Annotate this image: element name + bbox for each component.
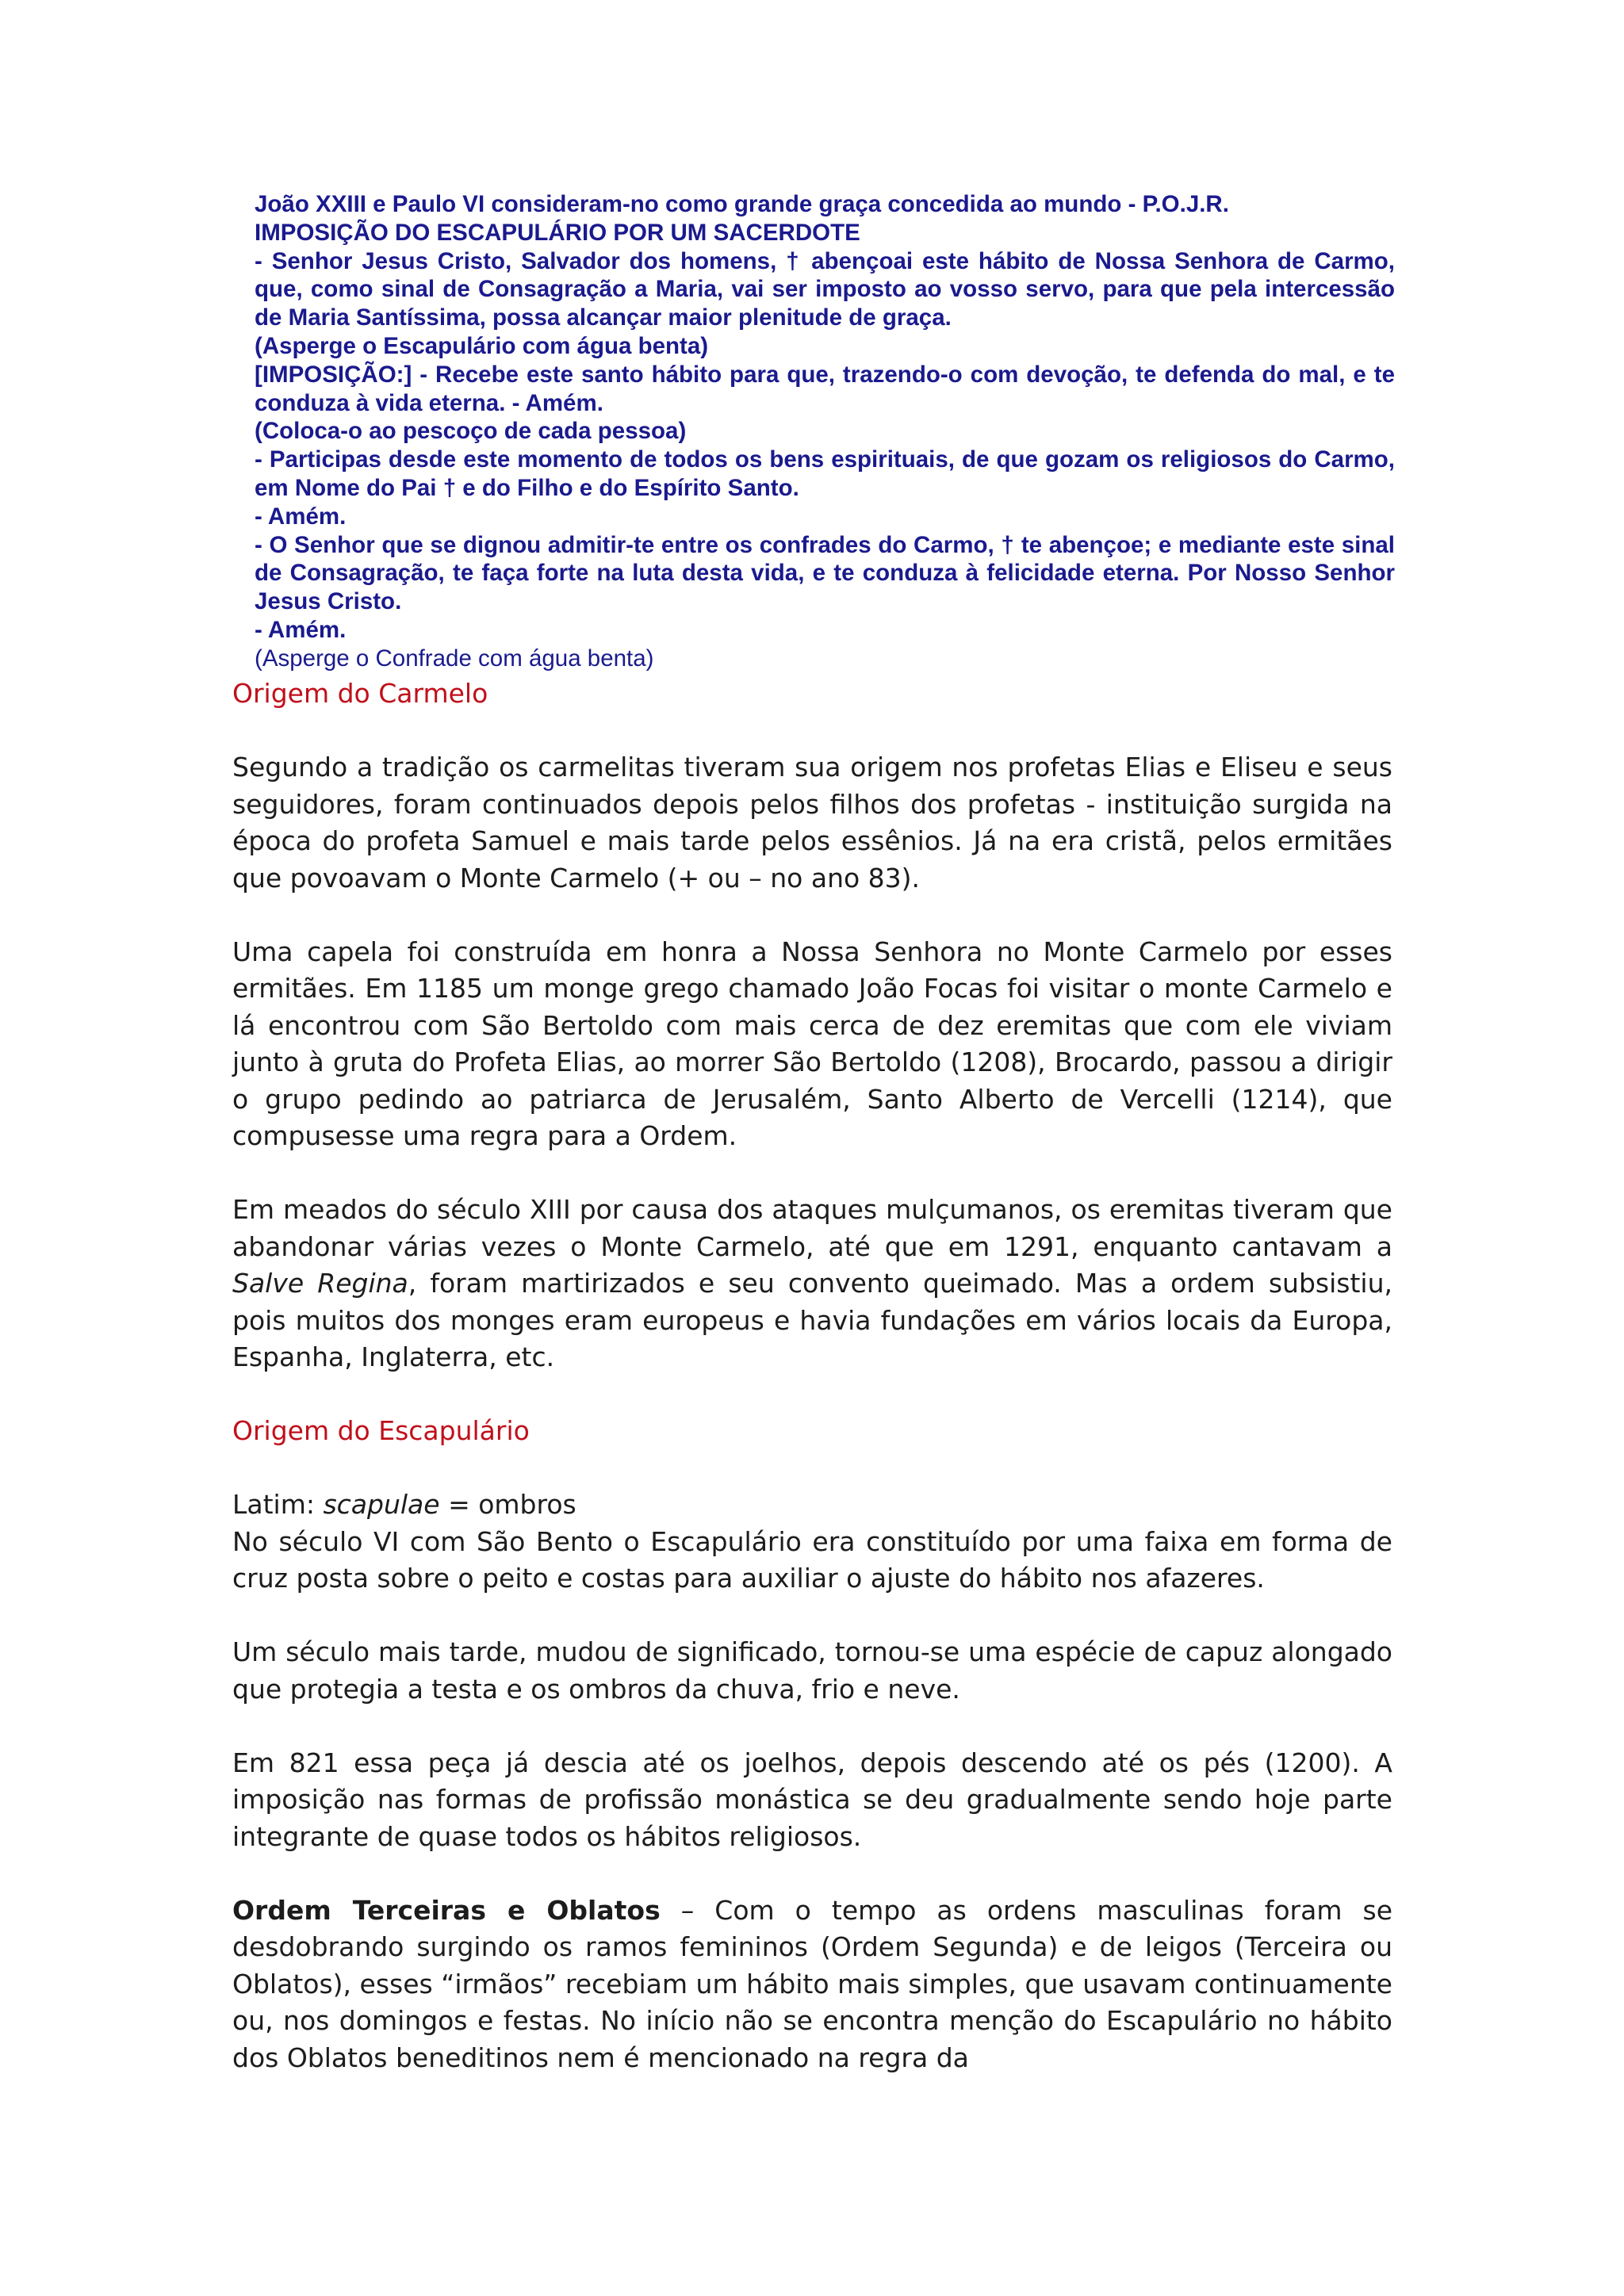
bold-lead-term: Ordem Terceiras e Oblatos — [232, 1894, 661, 1926]
italic-term: Salve Regina — [232, 1268, 408, 1299]
rite-amen: - Amém. — [255, 616, 347, 643]
paragraph: Em 821 essa peça já descia até os joelhos, depois descendo até os pés (1200). A imposição nas formas de profissão monástica se deu gradualmente sendo hoje parte integrante de quase todos os hábitos religiosos. — [232, 1747, 1392, 1852]
latin-definition: Latim: scapulae = ombros — [232, 1489, 576, 1520]
rite-title: IMPOSIÇÃO DO ESCAPULÁRIO POR UM SACERDOTE — [255, 219, 860, 246]
rite-prayer-final: - O Senhor que se dignou admitir-te entre os confrades do Carmo, † te abençoe; e mediante este sinal de Consagração, te faça forte na luta desta vida, e te conduza à felicidade eterna. Por Nosso Senhor Jesus Cristo. — [255, 531, 1395, 615]
section-heading-origem-carmelo: Origem do Carmelo — [232, 678, 488, 709]
section-heading-origem-escapulario: Origem do Escapulário — [232, 1415, 530, 1446]
rite-amen: - Amém. — [255, 503, 347, 530]
paragraph: No século VI com São Bento o Escapulário era constituído por uma faixa em forma de cruz posta sobre o peito e costas para auxiliar o ajuste do hábito nos afazeres. — [232, 1525, 1392, 1594]
rite-rubric-sprinkle: (Asperge o Escapulário com água benta) — [255, 332, 709, 359]
latin-term: scapulae — [323, 1489, 440, 1520]
rite-prayer-blessing: - Senhor Jesus Cristo, Salvador dos homens, † abençoai este hábito de Nossa Senhora de Carmo, que, como sinal de Consagração a Maria, vai ser imposto ao vosso servo, para que pela intercessão de Maria Santíssima, possa alcançar maior plenitude de graça. — [255, 247, 1395, 331]
rite-prayer-participation: - Participas desde este momento de todos os bens espirituais, de que gozam os religiosos do Carmo, em Nome do Pai † e do Filho e do Espírito Santo. — [255, 446, 1395, 501]
paragraph: Em meados do século XIII por causa dos ataques mulçumanos, os eremitas tiveram que abandonar várias vezes o Monte Carmelo, até que em 1291, enquanto cantavam a Salve Regina, foram martirizados e seu convento queimado. Mas a ordem subsistiu, pois muitos dos monges eram europeus e havia fundações em vários locais da Europa, Espanha, Inglaterra, etc. — [232, 1194, 1392, 1372]
paragraph: Uma capela foi construída em honra a Nossa Senhora no Monte Carmelo por esses ermitães. Em 1185 um monge grego chamado João Focas foi visitar o monte Carmelo e lá encontrou com São Bertoldo com mais cerca de dez eremitas que com ele viviam junto à gruta do Profeta Elias, ao morrer São Bertoldo (1208), Brocardo, passou a dirigir o grupo pedindo ao patriarca de Jerusalém, Santo Alberto de Vercelli (1214), que compusesse uma regra para a Ordem. — [232, 936, 1392, 1151]
rite-intro-line: João XXIII e Paulo VI consideram-no como grande graça concedida ao mundo - P.O.J.R. — [255, 191, 1229, 217]
paragraph: Um século mais tarde, mudou de significado, tornou-se uma espécie de capuz alongado que protegia a testa e os ombros da chuva, frio e neve. — [232, 1636, 1392, 1705]
scapular-rite-block — [255, 190, 1395, 673]
paragraph: Segundo a tradição os carmelitas tiveram sua origem nos profetas Elias e Eliseu e seus seguidores, foram continuados depois pelos filhos dos profetas - instituição surgida na época do profeta Samuel e mais tarde pelos essênios. Já na era cristã, pelos ermitães que povoavam o Monte Carmelo (+ ou – no ano 83). — [232, 752, 1392, 894]
rite-rubric-neck: (Coloca-o ao pescoço de cada pessoa) — [255, 418, 687, 445]
main-text — [232, 675, 1392, 2114]
rite-rubric-confrade: (Asperge o Confrade com água benta) — [255, 645, 654, 672]
paragraph: Ordem Terceiras e Oblatos – Com o tempo as ordens masculinas foram se desdobrando surgindo os ramos femininos (Ordem Segunda) e de leigos (Terceira ou Oblatos), esses “irmãos” recebiam um hábito mais simples, que usavam continuamente ou, nos domingos e festas. No início não se encontra menção do Escapulário no hábito dos Oblatos beneditinos nem é mencionado na regra da — [232, 1894, 1392, 2073]
rite-imposition: [IMPOSIÇÃO:] - Recebe este santo hábito para que, trazendo-o com devoção, te defenda do mal, e te conduza à vida eterna. - Amém. — [255, 361, 1395, 416]
